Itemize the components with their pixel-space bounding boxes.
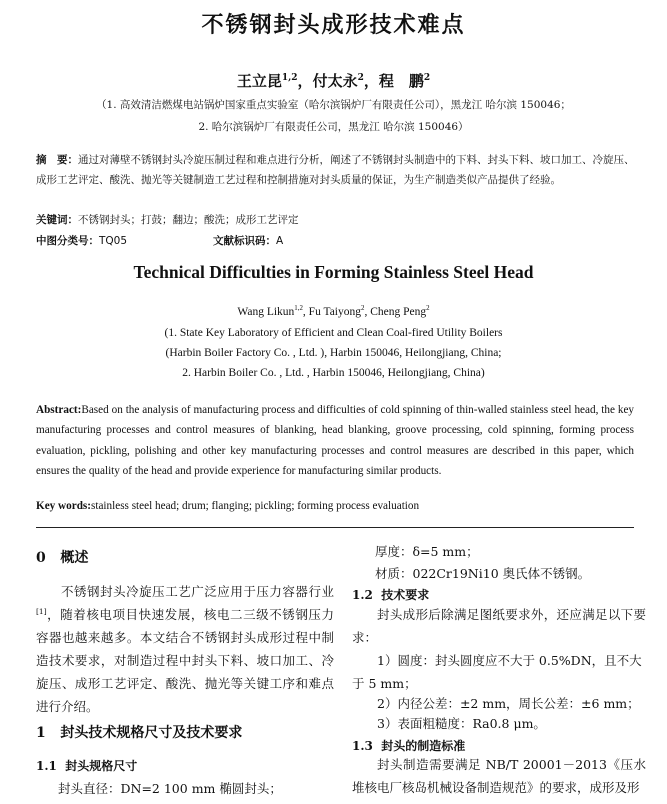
cn-author-2: 付太永 (312, 72, 358, 90)
en-authors (0, 306, 667, 318)
requirement-roundness: 1）圆度：封头圆度应不大于 0.5%DN，且不大于 5 mm； (352, 653, 642, 691)
section-divider (36, 527, 634, 528)
en-abstract (36, 400, 634, 482)
section-0-paragraph (36, 580, 334, 718)
en-keywords-label: Key words: (36, 500, 91, 512)
cn-class-value: TQ05 (99, 235, 128, 247)
section-1-3-paragraph: 封头制造需要满足 NB/T 20001－2013《压水堆核电厂核岛机械设备制造规范》的要求，成形及形 (352, 757, 646, 795)
cn-abstract-text: 通过对薄壁不锈钢封头冷旋压制过程和难点进行分析，阐述了不锈钢封头制造中的下料、封头下料、坡口加工、冷旋压、成形工艺评定、酸洗、抛光等关键制造工艺过程和控制措施对封头质量的保证，为生产制造类似产品提供了经验。 (36, 154, 635, 186)
cn-author-1: 王立昆 (236, 72, 282, 90)
section-0-title: 概述 (60, 550, 89, 566)
en-author-1: Wang Likun (237, 306, 295, 318)
en-abstract-label: Abstract: (36, 404, 82, 416)
section-1-3-number: 1.3 (352, 739, 373, 753)
section-0-heading (36, 547, 88, 567)
section-1-2-title: 技术要求 (381, 588, 430, 602)
section-0-text-b: ，随着核电项目快速发展，核电二三级不锈钢压力容器也越来越多。本文结合不锈钢封头成形过程中制造技术要求，对制造过程中封头下料、坡口加工、冷旋压、成形工艺评定、酸洗、抛光等关键工序和难点进行介绍。 (36, 607, 334, 714)
spec-diameter: 封头直径：DN=2 100 mm 椭圆封头； (58, 781, 282, 796)
section-1-3-title: 封头的制造标准 (381, 739, 466, 753)
section-1-number: 1 (36, 725, 46, 741)
en-affiliation-2: (Harbin Boiler Factory Co. , Ltd. ), Harbin 150046, Heilongjiang, China; (165, 347, 502, 359)
section-1-1-heading (36, 757, 137, 774)
section-1-2-number: 1.2 (352, 588, 373, 602)
section-0-number: 0 (36, 550, 46, 566)
cn-author-2-sup: 2 (357, 73, 364, 83)
cn-author-sep-1: ， (297, 72, 313, 90)
cn-abstract (36, 150, 636, 190)
cn-keywords-label: 关键词： (36, 214, 78, 226)
section-0-text-a: 不锈钢封头冷旋压工艺广泛应用于压力容器行业 (61, 584, 334, 599)
citation-ref: [1] (36, 606, 47, 616)
section-1-1-number: 1.1 (36, 759, 57, 773)
cn-doc-value: A (276, 235, 284, 247)
requirement-tolerance: 2）内径公差：±2 mm，周长公差：±6 mm； (377, 696, 640, 711)
cn-class-label: 中图分类号： (36, 235, 99, 247)
requirement-roughness: 3）表面粗糙度：Ra0.8 μm。 (377, 716, 546, 731)
cn-affiliation-2: 2. 哈尔滨锅炉厂有限责任公司，黑龙江 哈尔滨 150046） (198, 121, 469, 133)
en-author-sep-1: , (302, 306, 309, 318)
section-1-3-heading (352, 737, 465, 754)
section-1-title: 封头技术规格尺寸及技术要求 (60, 725, 243, 741)
section-1-heading (36, 722, 242, 742)
cn-affiliation-1: （1. 高效清洁燃煤电站锅炉国家重点实验室（哈尔滨锅炉厂有限责任公司），黑龙江 哈尔滨 150046； (96, 99, 571, 111)
en-abstract-text: Based on the analysis of manufacturing process and difficulties of cold spinning of thin-walled stainless steel head, the key manufacturing processes and control measures of blanking, head blanking, groove processing, cold spinning, forming process evaluation, pickling, polishing and other key manufacturing processes and control measures are described in this paper, which ensures the quality of the head and provide experience for manufacturing similar products. (36, 404, 634, 478)
cn-author-1-sup: 1,2 (281, 73, 298, 83)
en-title: Technical Difficulties in Forming Stainless Steel Head (133, 262, 534, 282)
cn-author-3: 程 鹏 (378, 72, 424, 90)
cn-title: 不锈钢封头成形技术难点 (201, 12, 466, 38)
en-affiliation-3: 2. Harbin Boiler Co. , Ltd. , Harbin 150046, Heilongjiang, China) (182, 367, 485, 379)
section-1-1-title: 封头规格尺寸 (65, 759, 138, 773)
cn-abstract-label: 摘 要： (36, 154, 78, 166)
spec-thickness: 厚度：δ=5 mm； (375, 544, 479, 559)
en-author-1-sup: 1,2 (294, 305, 303, 313)
cn-keywords (36, 210, 636, 230)
en-author-3-sup: 2 (426, 305, 430, 313)
en-affiliation-1: (1. State Key Laboratory of Efficient and Clean Coal-fired Utility Boilers (164, 327, 503, 339)
en-author-3: Cheng Peng (370, 306, 427, 318)
en-keywords-text: stainless steel head; drum; flanging; pickling; forming process evaluation (91, 500, 420, 512)
spec-material: 材质：022Cr19Ni10 奥氏体不锈钢。 (375, 566, 591, 581)
en-keywords (36, 500, 634, 512)
cn-classification (36, 231, 636, 251)
cn-authors (0, 70, 667, 91)
section-1-2-heading (352, 586, 429, 603)
en-author-2-sup: 2 (361, 305, 365, 313)
cn-author-3-sup: 2 (423, 73, 431, 83)
section-1-2-paragraph: 封头成形后除满足图纸要求外，还应满足以下要求： (352, 607, 646, 645)
en-author-sep-2: , (364, 306, 371, 318)
cn-keywords-text: 不锈钢封头；打鼓；翻边；酸洗；成形工艺评定 (78, 214, 299, 226)
cn-author-sep-2: ， (363, 72, 379, 90)
cn-doc-label: 文献标识码： (213, 235, 277, 247)
en-author-2: Fu Taiyong (308, 306, 362, 318)
